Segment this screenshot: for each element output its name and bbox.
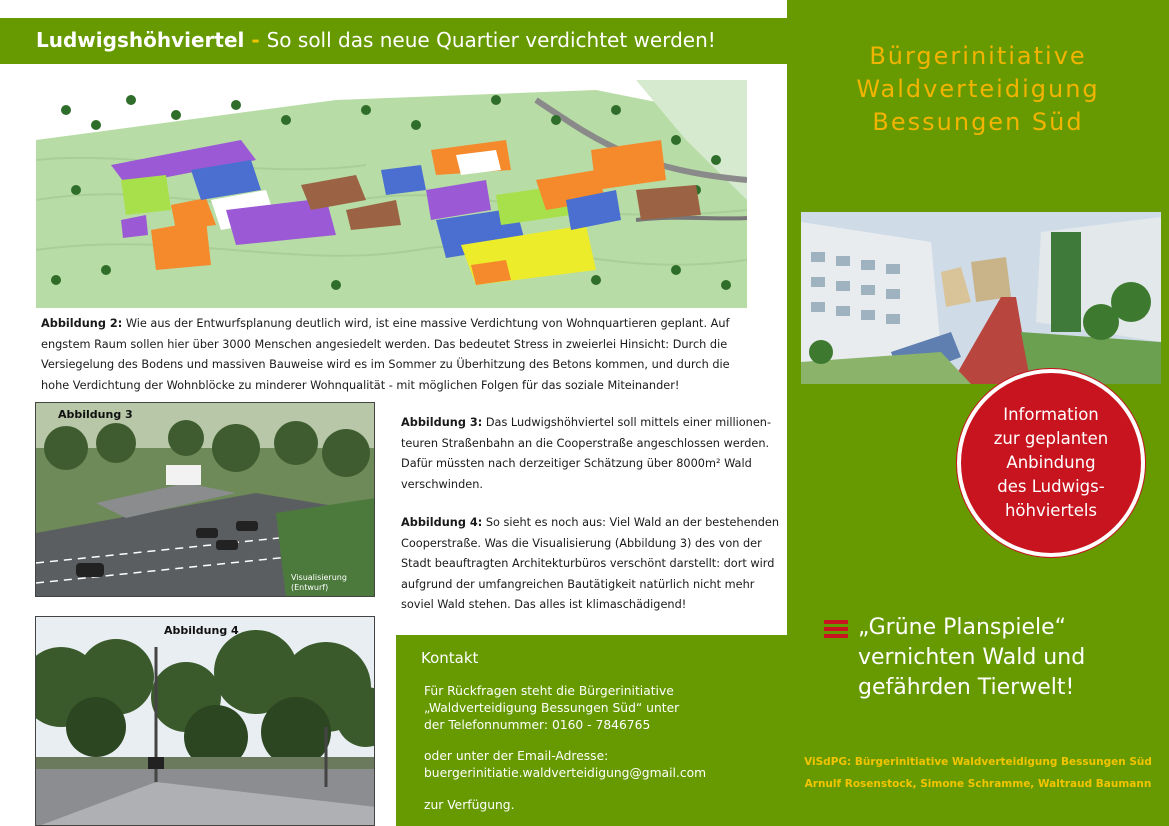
info-circle xyxy=(957,369,1145,557)
contact-phone-text: Für Rückfragen steht die Bürgerinitiative „Waldverteidigung Bessungen Süd“ unter der Telefonnummer: 0160 - 7846765 xyxy=(424,684,680,732)
figure-3-caption-head: Abbildung 3: xyxy=(401,416,483,429)
figure-4-label: Abbildung 4 xyxy=(164,624,239,637)
slogan: „Grüne Planspiele“ vernichten Wald und gefährden Tierwelt! xyxy=(858,615,1086,700)
info-circle-text: Information zur geplanten Anbindung des Ludwigs- höhviertels xyxy=(993,405,1109,520)
credits xyxy=(787,751,1169,795)
figure-3-overlay-text: Visualisierung (Entwurf) xyxy=(291,573,347,592)
figure-3-visualisation xyxy=(35,402,375,597)
menu-lines-icon xyxy=(824,620,848,640)
figure-2-caption-head: Abbildung 2: xyxy=(41,317,123,330)
page-title xyxy=(36,28,716,52)
figure-3-caption-text: Das Ludwigshöhviertel soll mittels einer millionen-teuren Straßenbahn an die Cooperstraße angeschlossen werden. Dafür müssten nach derzeitiger Schätzung über 8000m² Wald verschwinden. xyxy=(401,416,772,491)
tram-visualisation-photo xyxy=(801,212,1161,384)
aerial-plan-illustration xyxy=(36,80,747,308)
title-bold: Ludwigshöhviertel xyxy=(36,28,245,52)
title-dash: - xyxy=(244,28,267,52)
contact-email-text: oder unter der Email-Adresse: buergerinitiatie.waldverteidigung@gmail.com xyxy=(424,749,707,780)
figure-3-illustration xyxy=(36,403,375,597)
figure-4-caption-head: Abbildung 4: xyxy=(401,516,483,529)
figure-4-caption xyxy=(401,513,781,616)
figure-3-label: Abbildung 3 xyxy=(58,408,133,421)
tram-photo-illustration xyxy=(801,212,1161,384)
figure-2-caption xyxy=(41,314,746,396)
figure-2-caption-text: Wie aus der Entwurfsplanung deutlich wird, ist eine massive Verdichtung von Wohnquartieren geplant. Auf engstem Raum sollen hier über 3000 Menschen angesiedelt werden. Das bedeutet Stress in zweierlei Hinsicht: Durch die Versiegelung des Bodens und massiven Bauweise wird es im Sommer zu Überhitzung des Betons kommen, und durch die hohe Verdichtung der Wohnblöcke zu minderer Wohnqualität - mit möglichen Folgen für das soziale Miteinander! xyxy=(41,317,730,392)
figure-3-caption xyxy=(401,413,781,495)
initiative-title: Bürgerinitiative Waldverteidigung Bessungen Süd xyxy=(856,42,1100,136)
credits-line-2: Arnulf Rosenstock, Simone Schramme, Waltraud Baumann xyxy=(804,778,1152,790)
figure-4-current-street xyxy=(35,616,375,826)
figure-2-aerial-plan xyxy=(36,80,747,308)
contact-title: Kontakt xyxy=(421,649,479,667)
contact-closing-text: zur Verfügung. xyxy=(424,798,515,812)
title-rest: So soll das neue Quartier verdichtet werden! xyxy=(266,28,716,52)
figure-4-illustration xyxy=(36,617,375,826)
figure-4-caption-text: So sieht es noch aus: Viel Wald an der bestehenden Cooperstraße. Was die Visualisierung (Abbildung 3) des von der Stadt beauftragten Architekturbüros verschönt darstellt: dort wird aufgrund der umfangreichen Bautätigkeit natürlich nicht mehr soviel Wald stehen. Das alles ist klimaschädigend! xyxy=(401,516,780,611)
credits-line-1: ViSdPG: Bürgerinitiative Waldverteidigung Bessungen Süd xyxy=(804,756,1152,768)
